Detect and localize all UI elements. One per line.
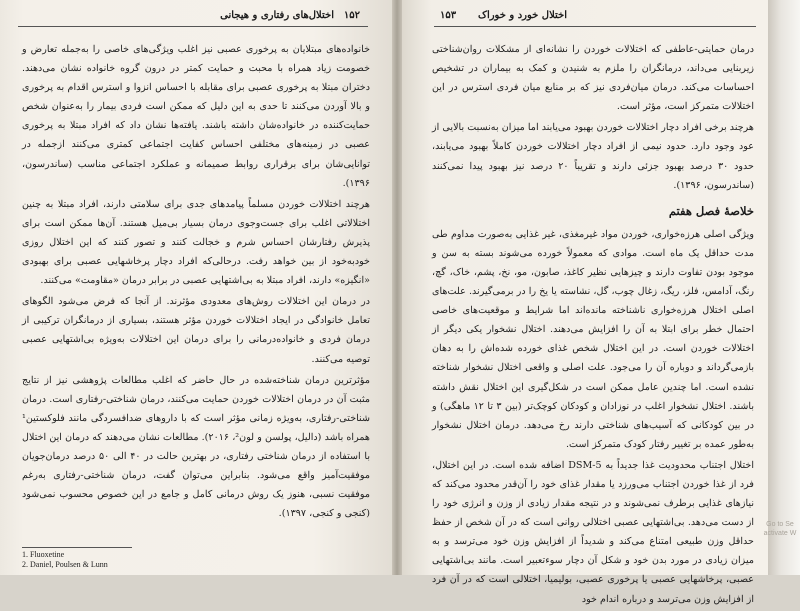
left-paragraph-3: در درمان این اختلالات روش‌های معدودی مؤثرند. از آنجا که فرض می‌شود الگوهای تعامل خانوادگی در ایجاد اختلالات خوردن مؤثر هستند، بسیاری از درمانگران ترکیبی از درمان فردی و خانواده‌درمانی را برای درمان این اختلالات به‌ویژه بی‌اشتهایی عصبی توصیه می‌کنند. — [22, 296, 370, 365]
section-heading: خلاصهٔ فصل هفتم — [668, 203, 754, 218]
left-running-head — [18, 8, 368, 27]
left-paragraph-1: خانواده‌های مبتلایان به پرخوری عصبی نیز اغلب ویژگی‌های خاصی را به‌جمله تعارض و خصومت زیاد همراه با محبت و حمایت کمتر در درون گروه خانواده نشان می‌دهند. دختران مبتلا به پرخوری عصبی برای مقابله با احساس انزوا و استرس اقدام به پرخوری و بالا آوردن می‌کنند تا حدی به این دلیل که ممکن است فردی بیمار را به‌عنوان شخص حمایت‌کننده در خانواده‌شان داشته باشند. یافته‌ها نشان داد که افراد مبتلا به پرخوری عصبی در زمینه‌های مختلفی احساس کفایت اجتماعی کمتری می‌کنند ازجمله در توانایی‌شان برای برقراری روابط صمیمانه و عملکرد اجتماعی مناسب (ساندرسون، ۱۳۹۶). — [22, 44, 370, 189]
right-page-number: ۱۵۳ — [440, 10, 457, 21]
right-page — [402, 0, 768, 605]
left-body-text — [22, 40, 370, 525]
left-paragraph-2: هرچند اختلالات خوردن مسلماً پیامدهای جدی برای سلامتی دارند، افراد مبتلا به چنین اختلالاتی اغلب برای جست‌وجوی درمان بسیار بی‌میل هستند. آن‌ها ممکن است برای پذیرش رفتارشان احساس شرم و خجالت کنند و تصور کنند که این اختلال روزی خودبه‌خود از بین خواهد رفت. درحالی‌که افراد دچار پرخاشهایی عصبی برای بهبودی «انگیزه» دارند، افراد مبتلا به بی‌اشتهایی عصبی در برابر درمان «مقاومت» می‌کنند. — [22, 198, 370, 287]
footnote-divider — [22, 547, 132, 548]
summary-paragraph-1: ویژگی اصلی هرزه‌خواری، خوردن مواد غیرمغذی، غیر غذایی به‌صورت مداوم طی مدت حداقل یک ماه است. موادی که معمولاً خورده می‌شوند بسته به سن و موجود بودن تفاوت دارند و چیزهایی نظیر کاغذ، صابون، مو، نخ، پشم، خاک، گچ، رنگ، آدامس، فلز، ریگ، زغال چوب، گل، نشاسته یا یخ را در برمی‌گیرند. علت‌های اصلی اختلال هرزه‌خواری ناشناخته مانده‌اند اما شرایط و موقعیت‌های خاصی احتمال خطر برای ابتلا به آن را افزایش می‌دهند. اختلال نشخوار یکی دیگر از اختلالات خوردن است. در این اختلال شخص غذای خورده شده‌اش را به دهان بازمی‌گرداند و دوباره آن را می‌جود. علت اصلی و واقعی اختلال نشخوار شناخته نشده است. اما چندین عامل ممکن است در شکل‌گیری این اختلال نقش داشته باشند. اختلال نشخوار اغلب در نوزادان و کودکان کوچک‌تر (بین ۳ تا ۱۲ ماهگی) و در بین کودکانی که آسیب‌های شناختی دارند رخ می‌دهد. درمان اختلال نشخوار به‌طور عمده بر تغییر رفتار کودک متمرکز است. — [432, 228, 754, 450]
left-page — [0, 0, 392, 575]
page-edge — [768, 0, 800, 575]
right-paragraph-2: هرچند برخی افراد دچار اختلالات خوردن بهبود می‌یابند اما میزان به‌نسبت بالایی از عود وجود دارد. حدود نیمی از افراد دچار اختلالات خوردن کاملاً بهبود می‌یابند، حدود ۳۰ درصد بهبود جزئی دارند و تقریباً ۲۰ درصد نیز بهبود پیدا نمی‌کنند (ساندرسون، ۱۳۹۶). — [432, 122, 754, 191]
summary-paragraph-2: اختلال اجتناب محدودیت غذا جدیداً به DSM-5 اضافه شده است. در این اختلال، فرد از غذا خوردن اجتناب می‌ورزد یا مقدار غذای خود را آن‌قدر محدود می‌کند که نیازهای غذایی برطرف نمی‌شوند و در نتیجه مقدار زیادی از وزن و انرژی خود را از دست می‌دهد. بی‌اشتهایی عصبی اختلالی روانی است که در آن شخص از حفظ حداقل وزن طبیعی امتناع می‌کند و شدیداً از افزایش وزن خود می‌ترسد و به میزان زیادی در مورد بدن خود و شکل آن دچار سوء‌تعبیر است. مانند بی‌اشتهایی عصبی، پرخاشهایی عصبی یا پرخوری عصبی، بولیمیا، اختلالی است که در آن فرد از افزایش وزن می‌ترسد و درباره اندام خود — [432, 459, 754, 605]
right-paragraph-1: درمان حمایتی-عاطفی که اختلالات خوردن را نشانه‌ای از مشکلات روان‌شناختی زیربنایی می‌داند، درمانگران را ملزم به شنیدن و کمک به بیماران در تشخیص احساسات می‌کند. درمان میان‌فردی نیز که بر منابع میان فردی استرس در این اختلالات متمرکز است، مؤثر است. — [432, 44, 754, 113]
right-running-head — [434, 8, 756, 27]
left-running-title: اختلال‌های رفتاری و هیجانی — [220, 10, 334, 21]
left-page-number: ۱۵۲ — [343, 10, 360, 21]
footnotes — [22, 550, 222, 570]
right-body-text — [432, 40, 754, 611]
left-paragraph-4: مؤثرترین درمان شناخته‌شده در حال حاضر که اغلب مطالعات پژوهشی نیز از نتایج مثبت آن در درمان اختلالات خوردن حمایت می‌کنند، درمان شناختی-رفتاری است. درمان شناختی-رفتاری، به‌ویژه زمانی مؤثر است که با داروهای ضدافسردگی مانند فلوکستین¹ همراه باشد (دالیل، پولسن و لون²، ۲۰۱۶). مطالعات نشان می‌دهند که درمان این اختلال با استفاده از درمان شناختی رفتاری، در بهترین حالت در ۴۰ الی ۵۰ درصد درمان‌جویان موفقیت‌آمیز واقع می‌شود. بنابراین می‌توان گفت، درمان شناختی-رفتاری به‌رغم موفقیت نسبی، هنوز یک روش درمانی کامل و جامع در این خصوص محسوب نمی‌شود (کنجی و کنجی، ۱۳۹۷). — [22, 374, 370, 520]
footnote-1: 1. Fluoxetine — [22, 550, 65, 559]
footnote-2: 2. Daniel, Poulsen & Lunn — [22, 560, 108, 569]
activation-watermark: Go to Se activate W — [763, 521, 797, 537]
right-running-title: اختلال خورد و خوراک — [478, 10, 568, 21]
book-gutter — [392, 0, 402, 575]
